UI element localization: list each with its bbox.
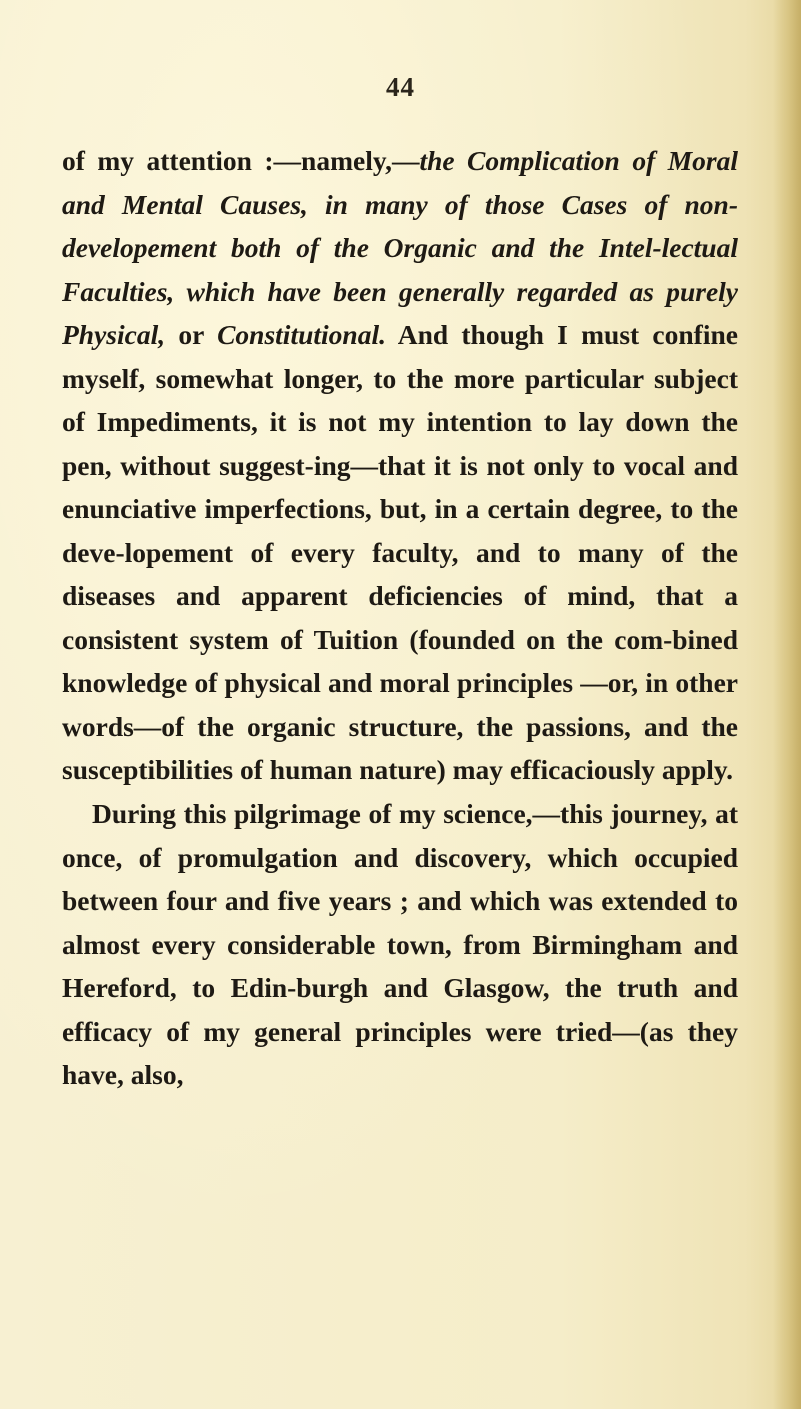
text-run: or [165, 319, 218, 350]
text-run: And though I must confine myself, somewhat longer, to the more particular subject of Impediments, it is not my intention to lay down the pen, without suggest-ing—that it is not only to vocal and enunciative imperfections, but, in a certain degree, to the deve-lopement of every faculty, and to many of the diseases and apparent deficiencies of mind, that a consistent system of Tuition (founded on the com-bined knowledge of physical and moral principles —or, in other words—of the organic structure, the passions, and the susceptibilities of human nature) may efficaciously apply. [62, 319, 738, 785]
page-edge-shadow [773, 0, 801, 1409]
paragraph-1 [62, 139, 738, 792]
italic-text-run: Constitutional. [217, 319, 386, 350]
page-number: 44 [386, 72, 415, 102]
text-run: During this pilgrimage of my science,—this journey, at once, of promulgation and discovery, which occupied between four and five years ; and which was extended to almost every considerable town, from Birmingham and Hereford, to Edin-burgh and Glasgow, the truth and efficacy of my general principles were tried—(as they have, also, [62, 798, 738, 1090]
text-run: of my attention :—namely,— [62, 145, 420, 176]
italic-text-run: the Complication of Moral and Mental Causes, in many of those Cases of non-developement both of the Organic and the Intel-lectual Faculties, which have been generally regarded as purely Physical, [62, 145, 738, 350]
paragraph-2 [62, 792, 738, 1097]
